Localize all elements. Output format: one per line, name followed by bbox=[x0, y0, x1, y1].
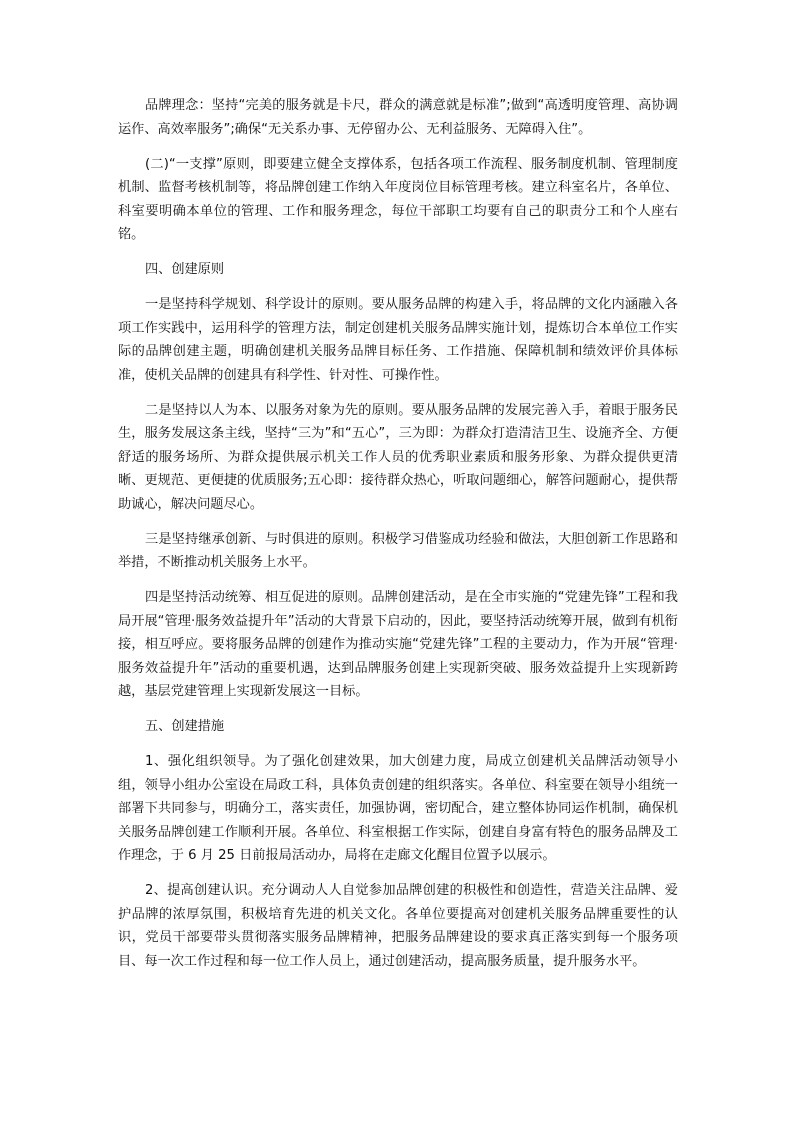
paragraph-measure-two: 2、提高创建认识。充分调动人人自觉参加品牌创建的积极性和创造性，营造关注品牌、爱护品牌的浓厚氛围，积极培育先进的机关文化。各单位要提高对创建机关服务品牌重要性的认识，党员干部要带头贯彻落实服务品牌精神，把服务品牌建设的要求真正落实到每一个服务项目、每一次工作过程和每一位工作人员上，通过创建活动，提高服务质量，提升服务水平。 bbox=[118, 883, 678, 969]
paragraph-principle-three: 三是坚持继承创新、与时俱进的原则。积极学习借鉴成功经验和做法，大胆创新工作思路和举措，不断推动机关服务上水平。 bbox=[118, 531, 678, 570]
paragraph-principle-one: 一是坚持科学规划、科学设计的原则。要从服务品牌的构建入手，将品牌的文化内涵融入各项工作实践中，运用科学的管理方法，制定创建机关服务品牌实施计划，提炼切合本单位工作实际的品牌创建主题，明确创建机关服务品牌目标任务、工作措施、保障机制和绩效评价具体标准，使机关品牌的创建具有科学性、针对性、可操作性。 bbox=[118, 297, 678, 383]
paragraph-brand-concept: 品牌理念：坚持“完美的服务就是卡尺，群众的满意就是标准”;做到“高透明度管理、高协调运作、高效率服务”;确保“无关系办事、无停留办公、无利益服务、无障碍入住”。 bbox=[118, 98, 678, 137]
section-heading-principles: 四、创建原则 bbox=[145, 262, 225, 277]
document-body bbox=[118, 94, 678, 973]
paragraph-principle-four: 四是坚持活动统筹、相互促进的原则。品牌创建活动，是在全市实施的“党建先锋”工程和我局开展“管理·服务效益提升年”活动的大背景下启动的，因此，要坚持活动统筹开展，做到有机衔接，相互呼应。要将服务品牌的创建作为推动实施“党建先锋”工程的主要动力，作为开展“管理·服务效益提升年”活动的重要机遇，达到品牌服务创建上实现新突破、服务效益提升上实现新跨越，基层党建管理上实现新发展这一目标。 bbox=[118, 590, 678, 699]
section-heading-measures: 五、创建措施 bbox=[145, 719, 225, 734]
paragraph-principle-two: 二是坚持以人为本、以服务对象为先的原则。要从服务品牌的发展完善入手，着眼于服务民生，服务发展这条主线，坚持“三为”和“五心”，三为即：为群众打造清洁卫生、设施齐全、方便舒适的服务场所、为群众提供展示机关工作人员的优秀职业素质和服务形象、为群众提供更清晰、更规范、更便捷的优质服务;五心即：接待群众热心，听取问题细心，解答问题耐心，提供帮助诚心，解决问题尽心。 bbox=[118, 402, 678, 512]
paragraph-support-principle: (二)“一支撑”原则，即要建立健全支撑体系，包括各项工作流程、服务制度机制、管理制度机制、监督考核机制等，将品牌创建工作纳入年度岗位目标管理考核。建立科室名片，各单位、科室要明确本单位的管理、工作和服务理念，每位干部职工均要有自己的职责分工和个人座右铭。 bbox=[118, 156, 678, 242]
paragraph-measure-one: 1、强化组织领导。为了强化创建效果，加大创建力度，局成立创建机关品牌活动领导小组，领导小组办公室设在局政工科，具体负责创建的组织落实。各单位、科室要在领导小组统一部署下共同参与，明确分工，落实责任，加强协调，密切配合，建立整体协同运作机制，确保机关服务品牌创建工作顺利开展。各单位、科室根据工作实际，创建自身富有特色的服务品牌及工作理念，于 6 月 25 日前报局活动办，局将在走廊文化醒目位置予以展示。 bbox=[118, 754, 678, 863]
